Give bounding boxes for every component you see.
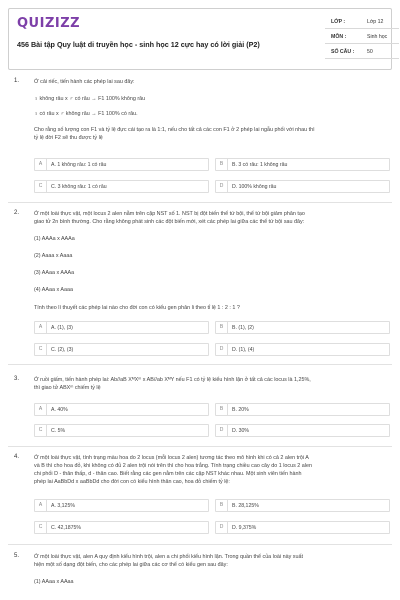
question-divider — [8, 446, 392, 447]
option-letter: B — [216, 500, 228, 511]
document-header — [8, 8, 392, 70]
answer-option-d[interactable] — [215, 180, 390, 193]
meta-row-subject — [325, 29, 399, 44]
option-text: A. 3,125% — [51, 503, 75, 509]
question-line: Tính theo lí thuyết các phép lai nào cho đời con có kiểu gen phân li theo tỉ lệ 1 : 2 : 1 ? — [34, 305, 240, 311]
answer-option-c[interactable] — [34, 180, 209, 193]
meta-key: MÔN : — [331, 34, 347, 40]
question-line: hiện một số dạng đột biến, cho các phép lai giữa các cơ thể có kiểu gen sau đây: — [34, 562, 228, 568]
option-letter: B — [216, 404, 228, 415]
option-text: B. (1), (2) — [232, 325, 254, 331]
option-letter: D — [216, 344, 228, 355]
meta-table — [325, 14, 399, 59]
question-divider — [8, 544, 392, 545]
answer-option-a[interactable] — [34, 403, 209, 416]
question-number: 4. — [14, 454, 20, 460]
option-text: D. 100% không râu — [232, 184, 277, 190]
question-line: (1) AAAa x AAAa — [34, 236, 75, 242]
option-text: C. 42,1875% — [51, 525, 81, 531]
option-text: D. 30% — [232, 428, 250, 434]
answer-option-d[interactable] — [215, 424, 390, 437]
quizizz-logo: QUIZIZZ — [17, 16, 81, 31]
question-text: Ở cải riếc, tiến hành các phép lai sau đây: — [34, 79, 135, 85]
question-text: Ở một loài thực vật, một locus 2 alen nằm trên cặp NST số 1. NST bị đột biến thể tứ bội, thể tứ bội giảm phân tạo — [34, 211, 305, 217]
meta-key: SỐ CÂU : — [331, 49, 355, 55]
question-line: (2) Aaaa x Aaaa — [34, 253, 73, 259]
question-line: chi phối D - thân thấp, d - thân cao. Biết rằng các gen nằm trên các cặp NST khác nhau. Một sinh viên tiến hành — [34, 471, 302, 477]
answer-option-d[interactable] — [215, 343, 390, 356]
answer-option-a[interactable] — [34, 321, 209, 334]
option-letter: A — [35, 404, 47, 415]
question-line: Ở một loài thực vật, alen A quy định kiểu hình trội, alen a chi phối kiểu hình lặn. Trong quần thể của loài này xuất — [34, 554, 303, 560]
answer-option-d[interactable] — [215, 521, 390, 534]
option-text: A. 40% — [51, 407, 68, 413]
question-number: 3. — [14, 376, 20, 382]
question-line: ♀ có râu x ♂ không râu → F1 100% có râu. — [34, 111, 138, 117]
option-text: D. 9,375% — [232, 525, 257, 531]
question-number: 1. — [14, 78, 20, 84]
answer-option-c[interactable] — [34, 521, 209, 534]
meta-row-class — [325, 14, 399, 29]
meta-key: LỚP : — [331, 19, 346, 25]
question-line: (3) AAaa x AAAa — [34, 270, 75, 276]
option-text: A. (1), (3) — [51, 325, 73, 331]
option-text: C. 3 không râu: 1 có râu — [51, 184, 107, 190]
option-letter: C — [35, 522, 47, 533]
question-line: phép lai AaBbDd x aaBbDd cho đời con có kiểu hình thân cao, hoa đỏ chiếm tỷ lệ: — [34, 479, 230, 485]
question-line: Ở một loài thực vật, tính trạng màu hoa do 2 locus (mỗi locus 2 alen) tương tác theo mô hình khi có cả 2 alen trội A — [34, 455, 309, 461]
answer-option-c[interactable] — [34, 424, 209, 437]
option-letter: B — [216, 322, 228, 333]
option-letter: D — [216, 181, 228, 192]
option-text: B. 28,125% — [232, 503, 259, 509]
option-letter: C — [35, 425, 47, 436]
option-letter: D — [216, 425, 228, 436]
question-line: và B thì cho hoa đỏ, khi không có đủ 2 alen trội nói trên thì cho hoa trắng. Tính trạng chiều cao cây do 1 locus 2 alen — [34, 463, 312, 469]
document-title: 456 Bài tập Quy luật di truyền học - sinh học 12 cực hay có lời giải (P2) — [17, 40, 260, 49]
option-text: C. 5% — [51, 428, 66, 434]
answer-option-b[interactable] — [215, 403, 390, 416]
option-text: C. (2), (3) — [51, 347, 74, 353]
question-text: Ở ruồi giấm, tiến hành phép lai: Ab//aB XᴹXᵐ x AB//ab XᴹY nếu F1 có tỷ lệ kiểu hình lặn ở tất cả các locus là 1,25%, — [34, 377, 311, 383]
question-line: ♀ không râu x ♂ có râu → F1 100% không râu — [34, 96, 146, 102]
option-letter: C — [35, 181, 47, 192]
meta-value: Lớp 12 — [367, 19, 384, 25]
answer-option-c[interactable] — [34, 343, 209, 356]
question-line: thì giao tử ABXᵐ chiếm tỷ lệ — [34, 385, 101, 391]
question-divider — [8, 364, 392, 365]
answer-option-a[interactable] — [34, 158, 209, 171]
option-letter: D — [216, 522, 228, 533]
option-text: A. 1 không râu: 1 có râu — [51, 162, 107, 168]
answer-option-b[interactable] — [215, 158, 390, 171]
answer-option-b[interactable] — [215, 321, 390, 334]
question-line: Cho rằng số lượng con F1 và tỷ lệ đực cái tạo ra là 1:1, nếu cho tất cả các con F1 ở 2 phép lai ngẫu phối với nhau thì — [34, 127, 315, 133]
meta-value: 50 — [367, 49, 373, 55]
question-divider — [8, 202, 392, 203]
question-number: 2. — [14, 210, 20, 216]
option-letter: C — [35, 344, 47, 355]
question-line: giao tử 2n bình thường. Cho rằng không phát sinh các đột biến mới, xét các phép lai giữa các thể tứ bội sau đây: — [34, 219, 305, 225]
option-letter: A — [35, 159, 47, 170]
option-letter: A — [35, 500, 47, 511]
question-line: (4) AAaa x Aaaa — [34, 287, 73, 293]
meta-value: Sinh học — [367, 34, 388, 40]
answer-option-a[interactable] — [34, 499, 209, 512]
question-number: 5. — [14, 553, 20, 559]
option-letter: A — [35, 322, 47, 333]
option-text: B. 3 có râu: 1 không râu — [232, 162, 288, 168]
question-line: tỷ lệ đời F2 sẽ thu được tỷ lệ — [34, 135, 103, 141]
question-line: (1) AAaa x AAaa — [34, 579, 74, 585]
meta-row-count — [325, 44, 399, 59]
option-text: D. (1), (4) — [232, 347, 255, 353]
option-text: B. 20% — [232, 407, 249, 413]
option-letter: B — [216, 159, 228, 170]
answer-option-b[interactable] — [215, 499, 390, 512]
